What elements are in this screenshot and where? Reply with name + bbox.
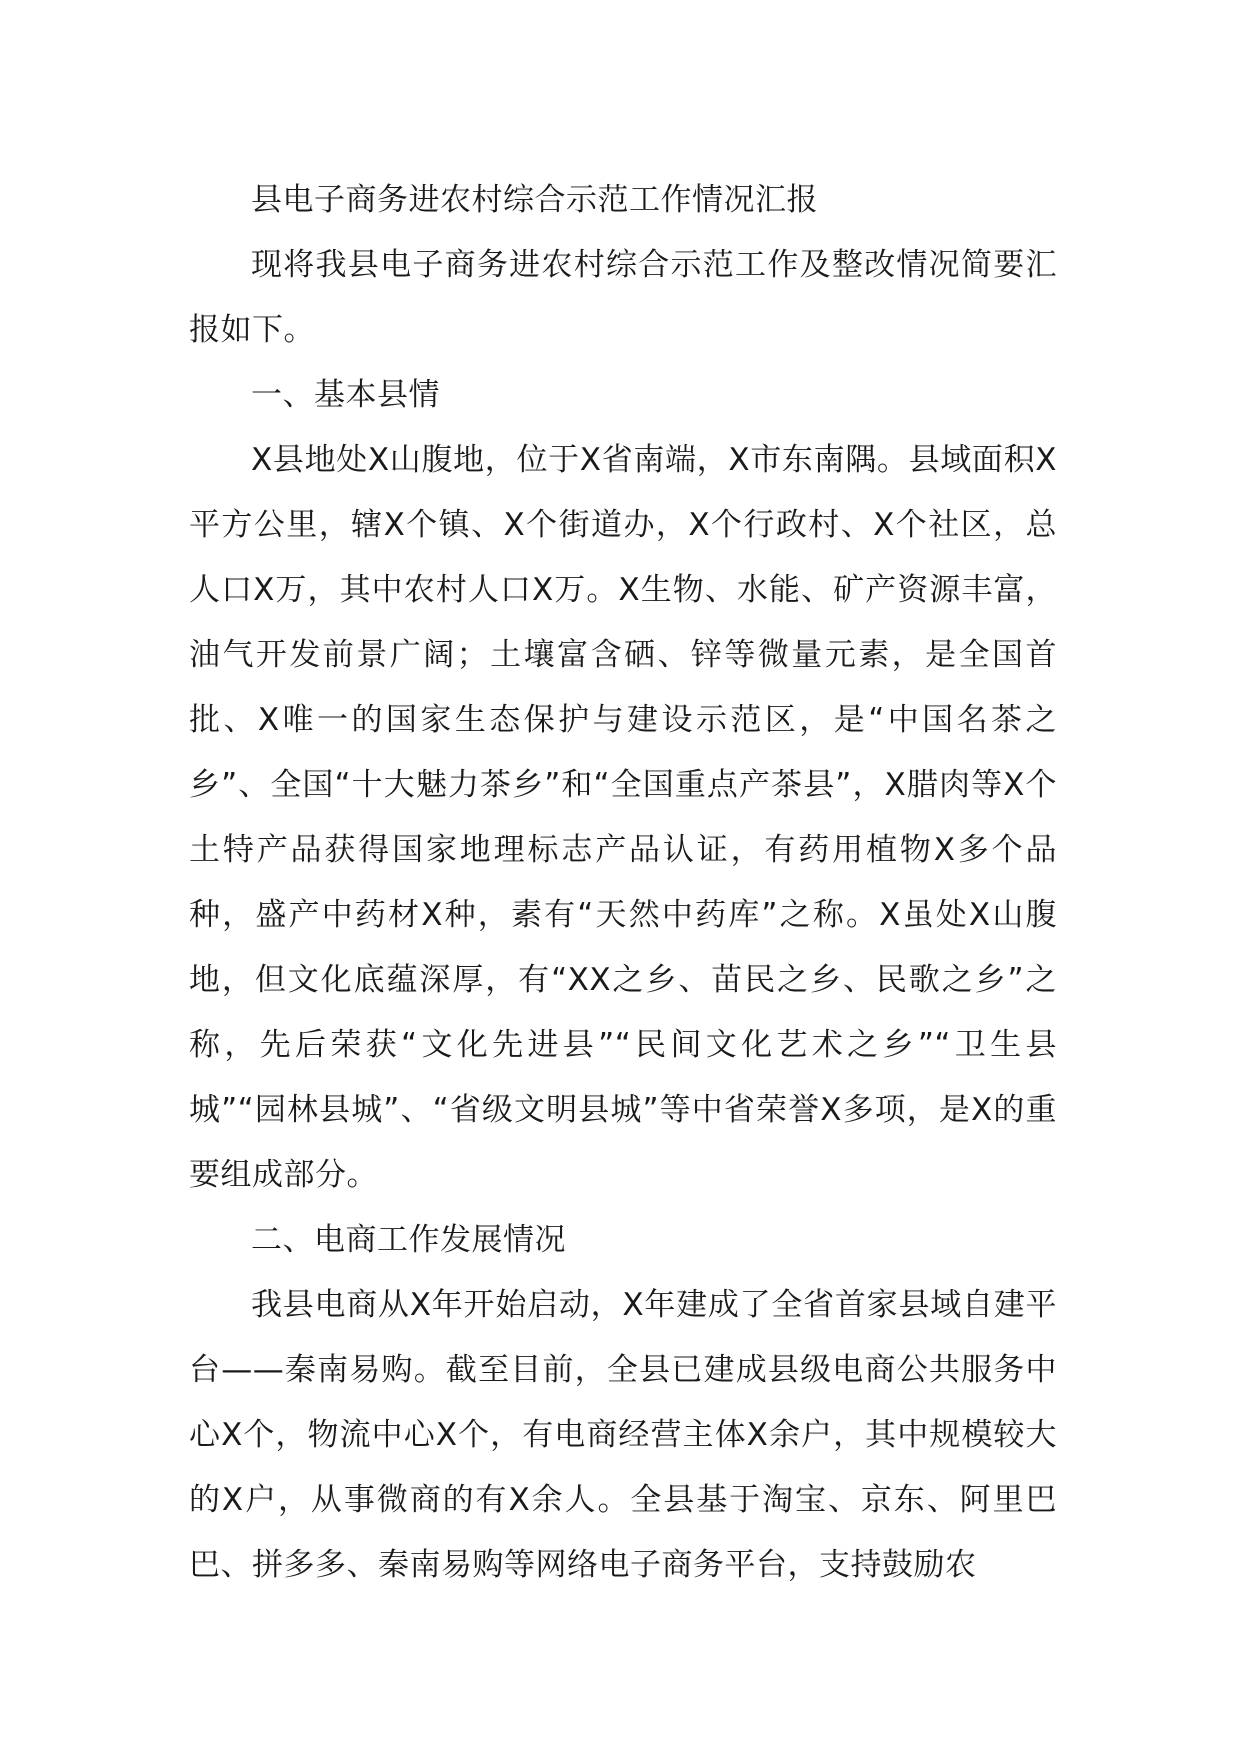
section-body-basic-info: X县地处X山腹地，位于X省南端，X市东南隅。县域面积X平方公里，辖X个镇、X个街道办，X个行政村、X个社区，总人口X万，其中农村人口X万。X生物、水能、矿产资源丰富，油气开发前景广阔；土壤富含硒、锌等微量元素，是全国首批、X唯一的国家生态保护与建设示范区，是“中国名茶之乡”、全国“十大魅力茶乡”和“全国重点产茶县”，X腊肉等X个土特产品获得国家地理标志产品认证，有药用植物X多个品种，盛产中药材X种，素有“天然中药库”之称。X虽处X山腹地，但文化底蕴深厚，有“XX之乡、苗民之乡、民歌之乡”之称，先后荣获“文化先进县”“民间文化艺术之乡”“卫生县城”“园林县城”、“省级文明县城”等中省荣誉X多项，是X的重要组成部分。 [189,442,1058,1193]
document-title: 县电子商务进农村综合示范工作情况汇报 [251,182,818,218]
section-body-ecommerce: 我县电商从X年开始启动，X年建成了全省首家县域自建平台——秦南易购。截至目前，全县已建成县级电商公共服务中心X个，物流中心X个，有电商经营主体X余户，其中规模较大的X户，从事微商的有X余人。全县基于淘宝、京东、阿里巴巴、拼多多、秦南易购等网络电子商务平台，支持鼓励农 [189,1287,1057,1583]
intro-paragraph: 现将我县电子商务进农村综合示范工作及整改情况简要汇报如下。 [189,247,1057,348]
document-body [189,168,1057,1598]
section-heading-ecommerce: 二、电商工作发展情况 [251,1222,566,1258]
section-heading-basic-info: 一、基本县情 [251,377,440,413]
